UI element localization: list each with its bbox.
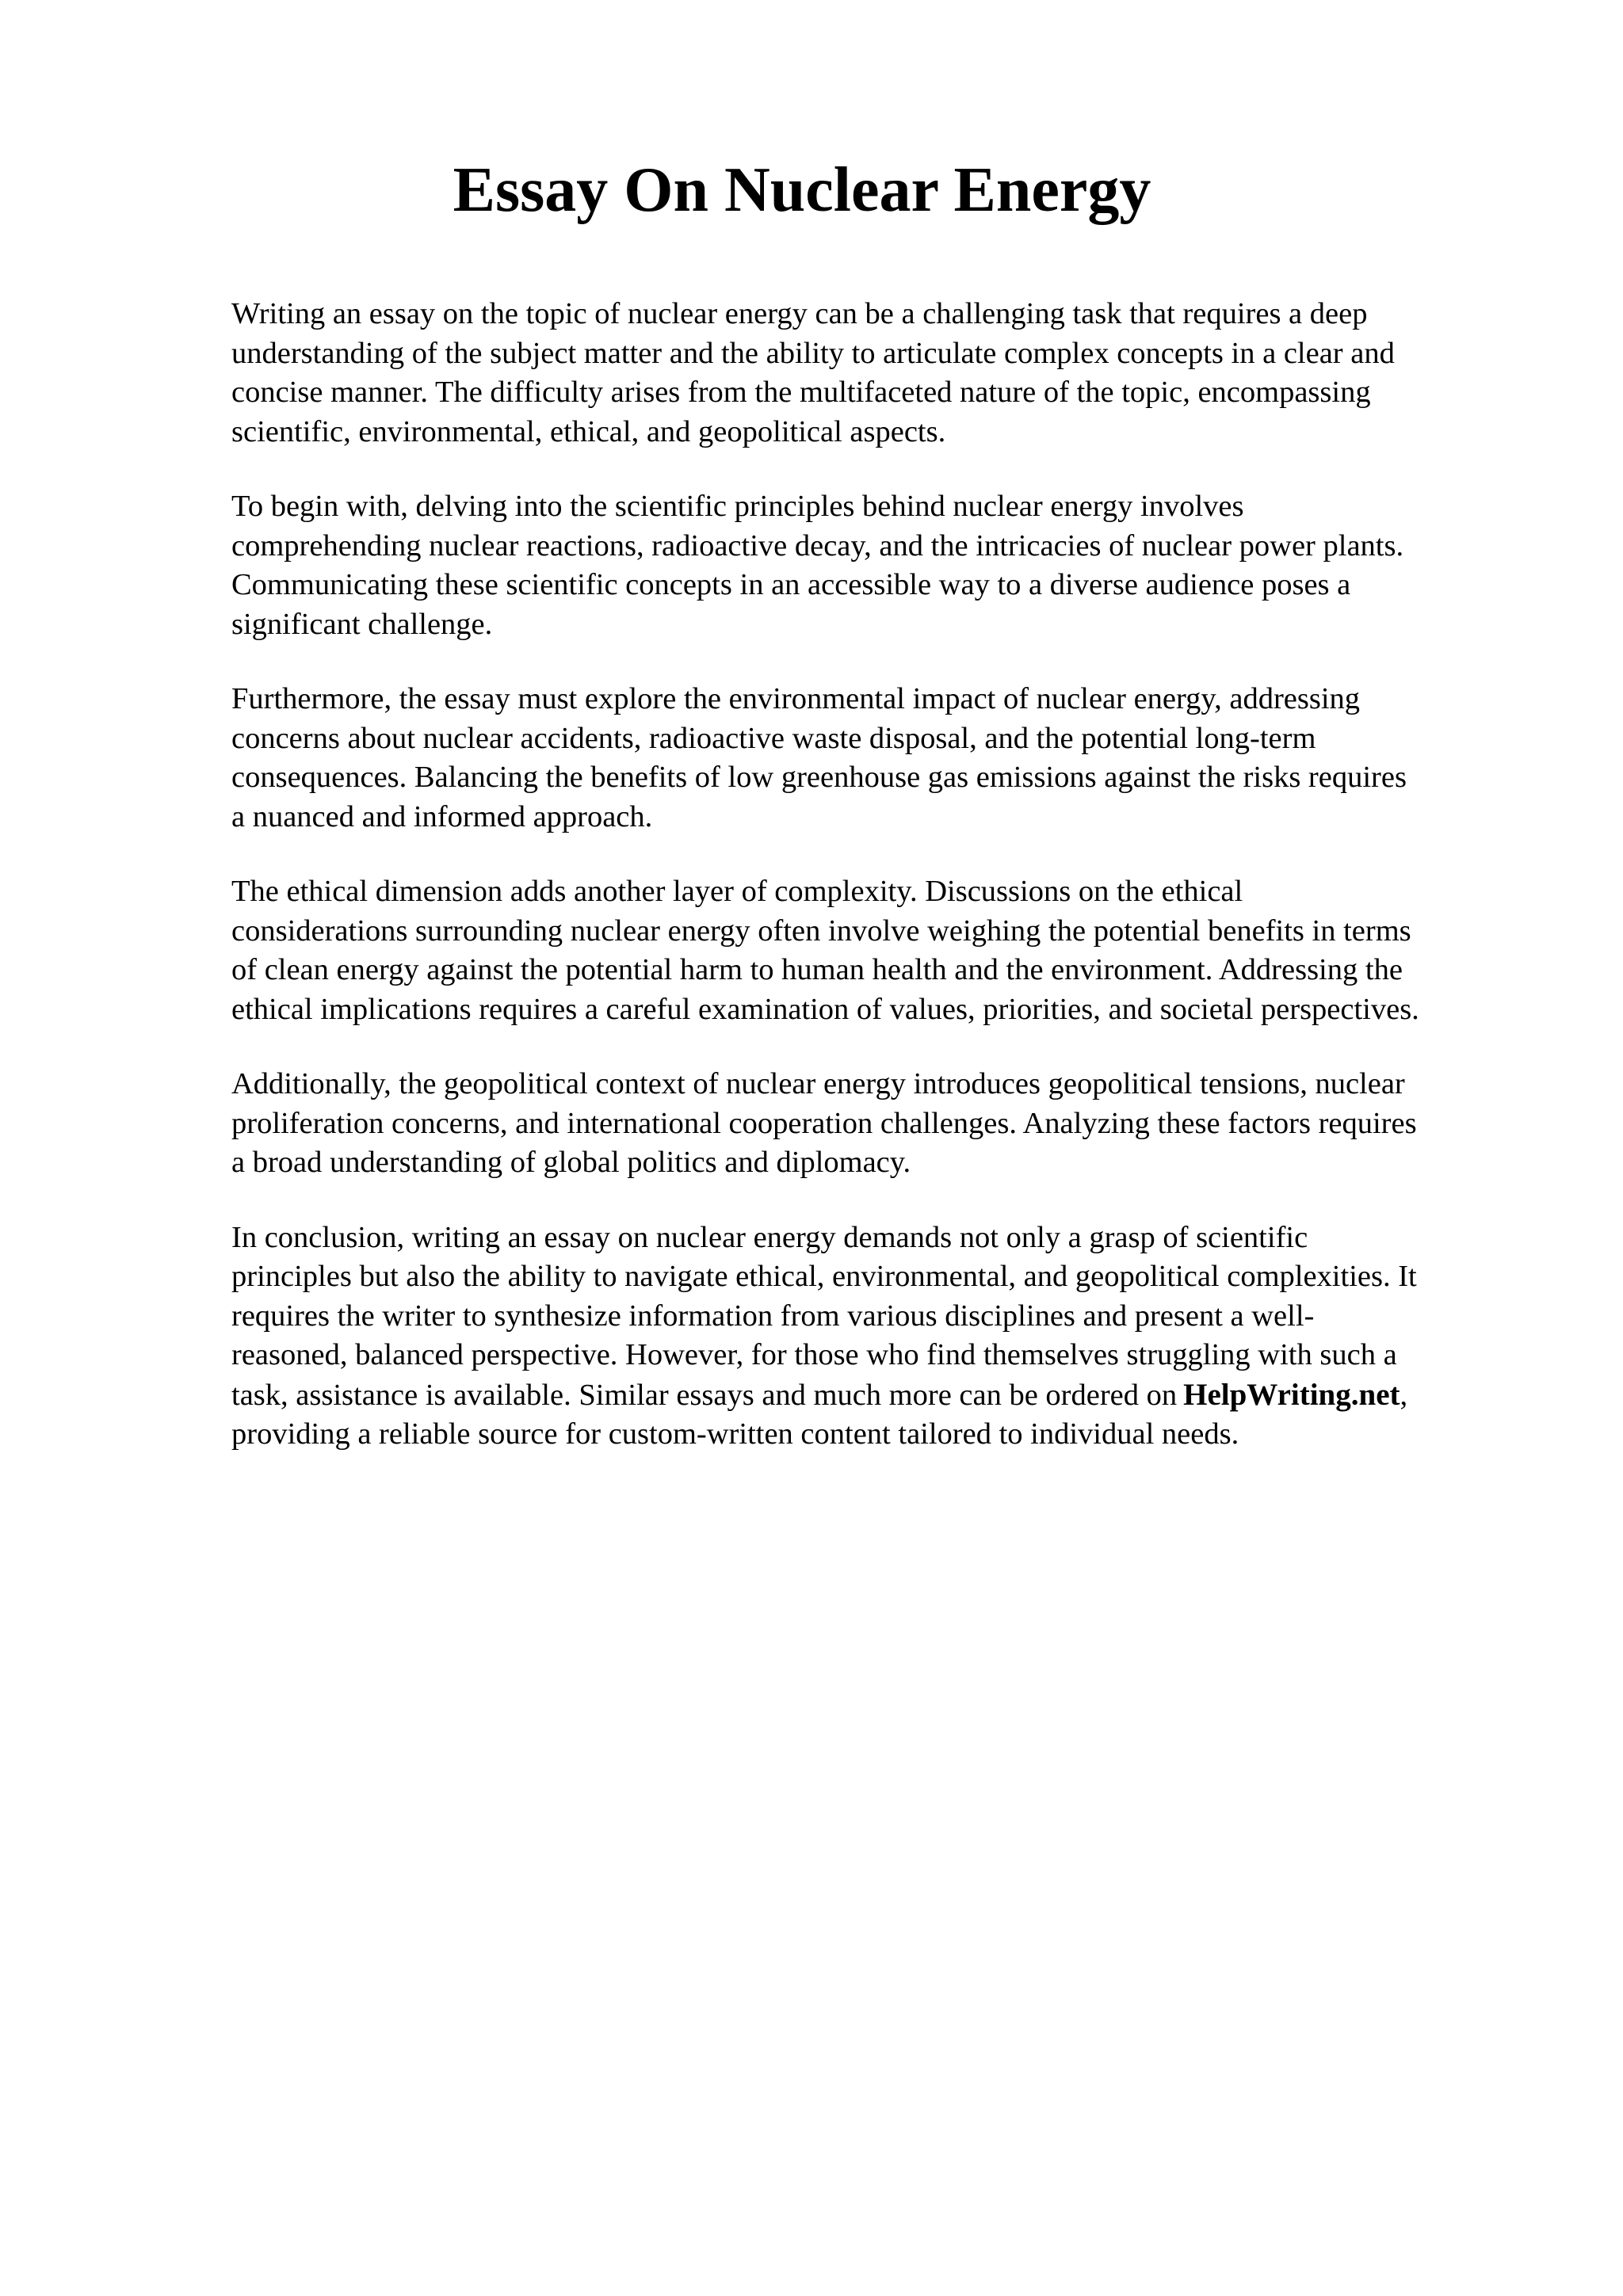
text-line: Writing an essay on the topic of nuclear energy can be a challenging task that requires a deep bbox=[231, 297, 1368, 330]
text-line: Furthermore, the essay must explore the environmental impact of nuclear energy, addressing bbox=[231, 682, 1361, 715]
text-line: To begin with, delving into the scientific principles behind nuclear energy involves bbox=[231, 490, 1244, 523]
brand-line bbox=[231, 1375, 1515, 1416]
paragraph-2 bbox=[231, 487, 1515, 644]
brand-name: HelpWriting.net bbox=[1183, 1377, 1400, 1412]
brand-line-prefix: task, assistance is available. Similar essays and much more can be ordered on bbox=[231, 1378, 1178, 1412]
text-line: concerns about nuclear accidents, radioactive waste disposal, and the potential long-term bbox=[231, 721, 1316, 755]
paragraph-conclusion bbox=[231, 1219, 1515, 1455]
brand-line-suffix: , bbox=[1400, 1378, 1408, 1412]
text-line: scientific, environmental, ethical, and geopolitical aspects. bbox=[231, 414, 946, 448]
text-line: principles but also the ability to navigate ethical, environmental, and geopolitical complexities. It bbox=[231, 1260, 1417, 1293]
text-line: providing a reliable source for custom-written content tailored to individual needs. bbox=[231, 1417, 1239, 1451]
paragraph-1 bbox=[231, 295, 1515, 452]
text-line: significant challenge. bbox=[231, 607, 493, 641]
text-line: proliferation concerns, and international cooperation challenges. Analyzing these factors requires bbox=[231, 1106, 1417, 1140]
text-line: understanding of the subject matter and the ability to articulate complex concepts in a clear and bbox=[231, 336, 1395, 370]
text-line: Additionally, the geopolitical context of nuclear energy introduces geopolitical tensions, nuclear bbox=[231, 1067, 1405, 1100]
text-line: ethical implications requires a careful examination of values, priorities, and societal perspectives. bbox=[231, 992, 1419, 1026]
text-line: requires the writer to synthesize information from various disciplines and present a well- bbox=[231, 1299, 1315, 1333]
text-line: consequences. Balancing the benefits of low greenhouse gas emissions against the risks requires bbox=[231, 761, 1407, 794]
document-title: Essay On Nuclear Energy bbox=[453, 155, 1151, 225]
text-line: The ethical dimension adds another layer of complexity. Discussions on the ethical bbox=[231, 875, 1243, 908]
text-line: In conclusion, writing an essay on nuclear energy demands not only a grasp of scientific bbox=[231, 1220, 1308, 1254]
paragraph-4 bbox=[231, 872, 1515, 1029]
text-line: Communicating these scientific concepts in an accessible way to a diverse audience poses a bbox=[231, 568, 1351, 601]
paragraph-5 bbox=[231, 1065, 1515, 1183]
paragraph-3 bbox=[231, 680, 1515, 837]
document-body bbox=[231, 295, 1515, 1490]
text-line: considerations surrounding nuclear energy often involve weighing the potential benefits in terms bbox=[231, 913, 1411, 948]
text-line: reasoned, balanced perspective. However, for those who find themselves struggling with such a bbox=[231, 1338, 1397, 1371]
text-line: a broad understanding of global politics and diplomacy. bbox=[231, 1146, 911, 1179]
text-line: concise manner. The difficulty arises from the multifaceted nature of the topic, encompassing bbox=[231, 376, 1371, 409]
text-line: a nuanced and informed approach. bbox=[231, 799, 653, 833]
text-line: of clean energy against the potential harm to human health and the environment. Addressing the bbox=[231, 953, 1403, 986]
text-line: comprehending nuclear reactions, radioactive decay, and the intricacies of nuclear power plants. bbox=[231, 528, 1404, 563]
